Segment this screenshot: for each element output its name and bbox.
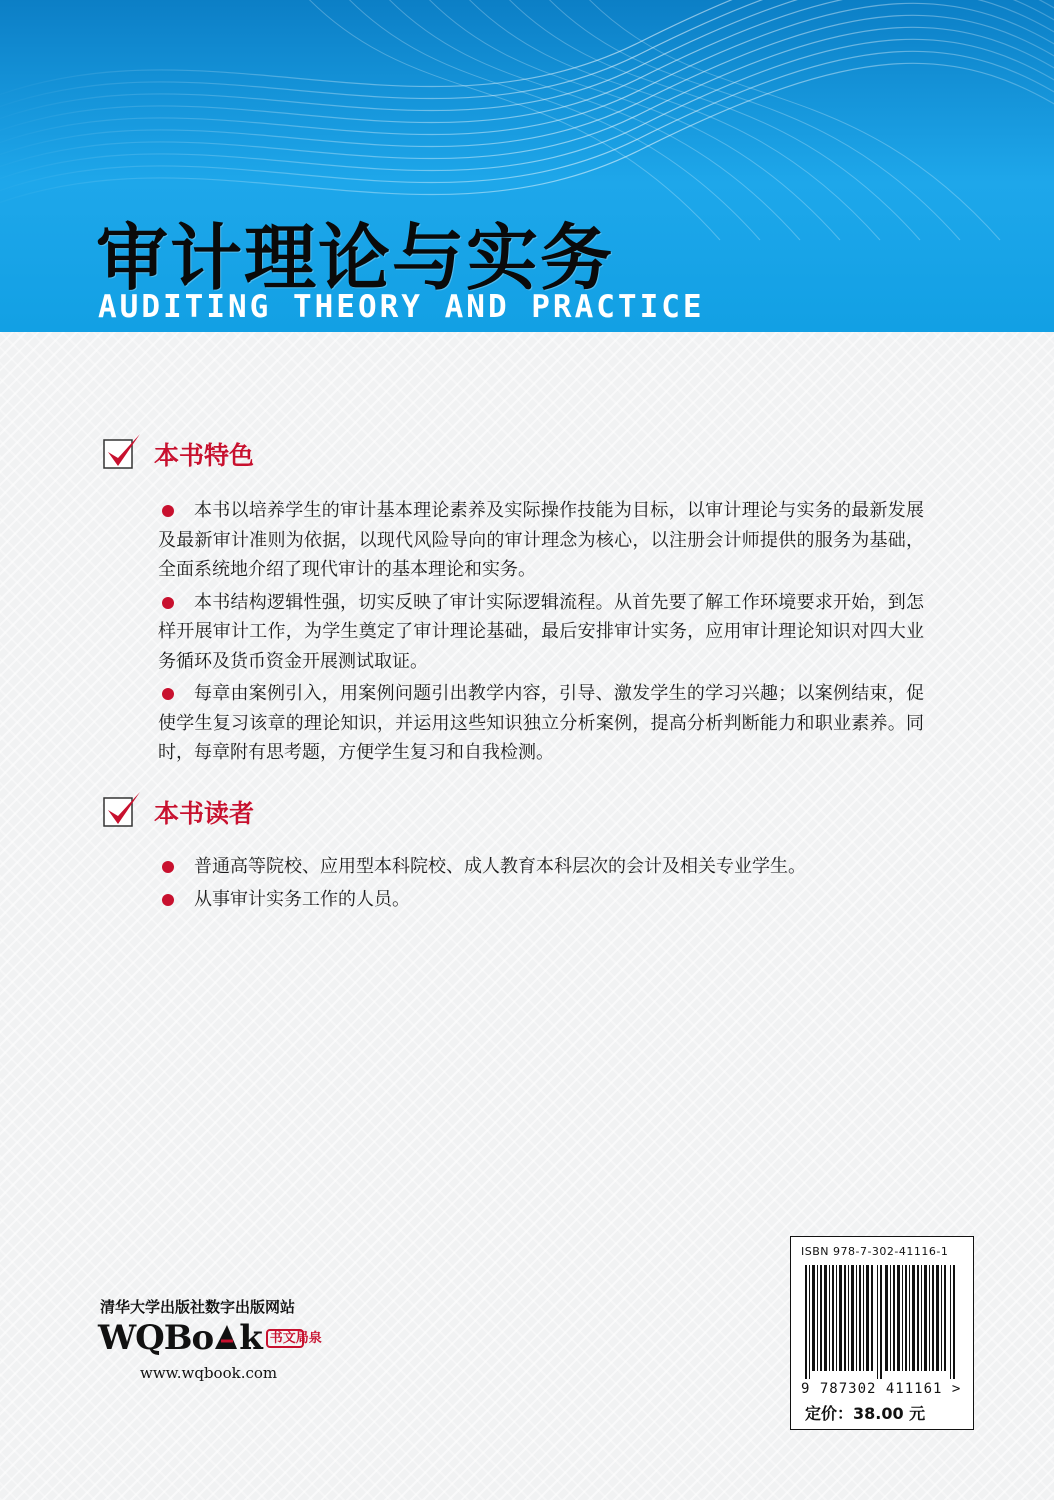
list-item: 本书结构逻辑性强，切实反映了审计实际逻辑流程。从首先要了解工作环境要求开始，到怎样开展审计工作，为学生奠定了审计理论基础，最后安排审计实务，应用审计理论知识对四大业务循环及货币资金开展测试取证。 <box>158 591 924 672</box>
book-title-english: AUDITING THEORY AND PRACTICE <box>98 289 705 325</box>
isbn-text: ISBN 978-7-302-41116-1 <box>801 1245 949 1258</box>
bullet-dot-icon <box>162 505 174 517</box>
checkmark-icon <box>102 790 142 830</box>
bullet-dot-icon <box>162 861 174 873</box>
readers-title: 本书读者 <box>154 799 255 828</box>
bullet-dot-icon <box>162 688 174 700</box>
logo-book-icon <box>213 1323 239 1353</box>
logo-seal: 书文局泉 <box>266 1329 304 1348</box>
barcode-box <box>790 1236 974 1430</box>
barcode-icon <box>805 1265 957 1379</box>
bullet-dot-icon <box>162 894 174 906</box>
barcode-digits: 9 787302 411161 > <box>801 1381 962 1397</box>
bullet-dot-icon <box>162 597 174 609</box>
list-item: 本书以培养学生的审计基本理论素养及实际操作技能为目标，以审计理论与实务的最新发展及最新审计准则为依据，以现代风险导向的审计理念为核心，以注册会计师提供的服务为基础，全面系统地介绍了现代审计的基本理论和实务。 <box>158 500 924 580</box>
book-title: 审计理论与实务 <box>96 215 615 300</box>
logo-text: WQBo <box>98 1318 214 1358</box>
list-item: 普通高等院校、应用型本科院校、成人教育本科层次的会计及相关专业学生。 <box>158 852 924 882</box>
publisher-name: 清华大学出版社数字出版网站 <box>100 1298 296 1316</box>
list-item: 从事审计实务工作的人员。 <box>158 885 924 915</box>
logo-text-end: k <box>239 1318 262 1358</box>
publisher-url: www.wqbook.com <box>140 1364 278 1382</box>
features-list <box>158 496 924 771</box>
price-label: 定价：38.00 元 <box>805 1404 926 1423</box>
cover-header <box>0 0 1054 332</box>
readers-list <box>158 852 924 917</box>
features-title: 本书特色 <box>154 441 255 470</box>
checkmark-icon <box>102 432 142 472</box>
publisher-logo <box>98 1318 322 1362</box>
list-item: 每章由案例引入，用案例问题引出教学内容，引导、激发学生的学习兴趣；以案例结束，促使学生复习该章的理论知识，并运用这些知识独立分析案例，提高分析判断能力和职业素养。同时，每章附有思考题，方便学生复习和自我检测。 <box>158 683 924 763</box>
